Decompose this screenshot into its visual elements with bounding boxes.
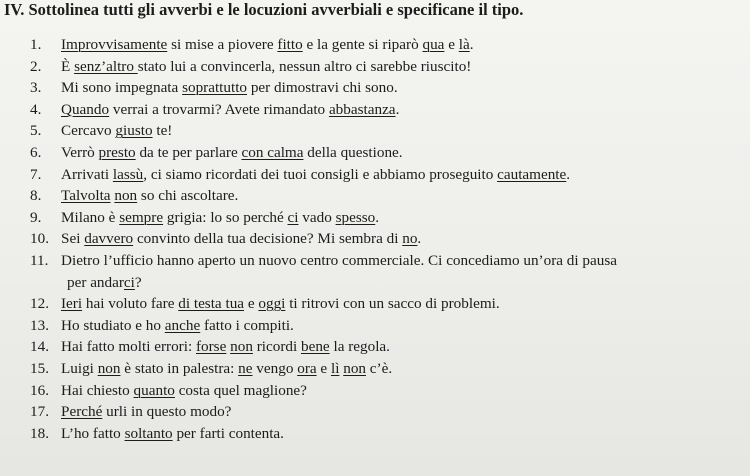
sentence-text: Mi sono impegnata	[61, 79, 183, 97]
underlined-adverb: quanto	[133, 381, 175, 399]
sentence-text: ricordi	[252, 338, 301, 356]
sentence-text: so chi ascoltare.	[137, 187, 239, 205]
underlined-adverb: lassù	[112, 165, 144, 183]
sentence-text: Hai fatto molti errori:	[61, 338, 196, 356]
exercise-item	[0, 315, 750, 337]
item-sentence	[61, 401, 231, 423]
exercise-item	[0, 142, 750, 164]
underlined-adverb: giusto	[115, 122, 153, 140]
sentence-text: hai voluto fare	[82, 295, 179, 313]
exercise-item	[0, 77, 750, 99]
exercise-item	[0, 250, 750, 272]
item-sentence	[61, 336, 390, 358]
underlined-adverb: ora	[297, 359, 317, 377]
sentence-text: Sei	[61, 230, 85, 248]
underlined-adverb: abbastanza	[328, 100, 396, 118]
underlined-adverb: di testa tua	[178, 295, 245, 313]
sentence-text: .	[417, 230, 422, 248]
item-number: 10.	[30, 230, 49, 248]
underlined-adverb: con calma	[241, 143, 304, 161]
sentence-text: e la gente si riparò	[302, 36, 423, 53]
item-sentence	[61, 34, 474, 56]
sentence-text: .	[375, 208, 380, 226]
item-sentence	[61, 207, 379, 229]
sentence-text: si mise a piovere	[167, 36, 278, 53]
sentence-text: da te per parlare	[135, 143, 242, 161]
item-number: 15.	[30, 359, 49, 377]
underlined-adverb: bene	[301, 338, 330, 356]
item-number: 2.	[30, 57, 42, 75]
item-number: 17.	[30, 403, 49, 421]
sentence-text: .	[566, 165, 571, 183]
underlined-adverb: no	[402, 230, 418, 248]
exercise-item-continuation	[0, 272, 750, 294]
sentence-text: Dietro l’ufficio hanno aperto un nuovo centro commerciale. Ci concediamo un’ora di pausa	[61, 251, 617, 269]
item-sentence	[61, 164, 570, 186]
item-sentence	[61, 77, 398, 99]
exercise-item	[0, 120, 750, 142]
sentence-text: e	[244, 295, 259, 313]
underlined-adverb: non	[230, 338, 253, 356]
sentence-text: , ci siamo ricordati dei tuoi consigli e abbiamo proseguito	[143, 165, 498, 183]
sentence-text: urli in questo modo?	[102, 403, 232, 421]
sentence-text: grigia: lo so perché	[163, 208, 288, 226]
exercise-item	[0, 56, 750, 78]
sentence-text: fatto i compiti.	[200, 316, 294, 334]
item-number: 3.	[30, 79, 42, 97]
sentence-text: la regola.	[329, 338, 390, 356]
sentence-text: Luigi	[61, 359, 98, 377]
sentence-text: per andar	[67, 273, 124, 291]
underlined-adverb: soltanto	[124, 424, 173, 442]
underlined-adverb: non	[97, 359, 121, 377]
sentence-text: .	[469, 36, 474, 53]
sentence-text: vengo	[252, 359, 298, 377]
underlined-adverb: davvero	[84, 230, 134, 248]
underlined-adverb: fitto	[277, 36, 303, 53]
sentence-text: costa quel maglione?	[174, 381, 307, 399]
sentence-text: della questione.	[303, 143, 403, 161]
exercise-item	[0, 207, 750, 229]
item-number: 14.	[30, 338, 49, 356]
item-sentence	[61, 142, 403, 164]
sentence-text: per dimostravi chi sono.	[247, 79, 398, 97]
exercise-item	[0, 423, 750, 445]
exercise-item	[0, 34, 750, 56]
item-number: 9.	[30, 208, 42, 226]
underlined-adverb: senz’altro	[74, 57, 138, 75]
underlined-adverb: oggi	[258, 295, 286, 313]
exercise-item	[0, 99, 750, 121]
item-number: 8.	[30, 187, 42, 205]
underlined-adverb: Perché	[61, 403, 103, 421]
item-sentence	[61, 56, 471, 78]
underlined-adverb: spesso	[335, 208, 376, 226]
exercise-item	[0, 164, 750, 186]
underlined-adverb: Quando	[61, 100, 110, 118]
item-sentence	[61, 315, 294, 337]
sentence-text: è stato in palestra:	[120, 359, 239, 377]
item-sentence	[61, 423, 284, 445]
item-sentence	[61, 250, 617, 272]
item-sentence	[61, 380, 307, 402]
item-number: 16.	[30, 381, 49, 399]
sentence-text: Milano è	[61, 208, 120, 226]
item-sentence	[61, 185, 238, 207]
sentence-text: Verrò	[61, 143, 99, 161]
item-sentence	[61, 358, 392, 380]
underlined-adverb: non	[114, 187, 138, 205]
sentence-text: ti ritrovi con un sacco di problemi.	[285, 295, 500, 313]
item-sentence	[61, 99, 399, 121]
underlined-adverb: cautamente	[497, 165, 567, 183]
sentence-text: È	[61, 57, 75, 75]
item-number: 11.	[30, 251, 49, 269]
underlined-adverb: presto	[98, 143, 136, 161]
item-number: 18.	[30, 424, 49, 442]
exercise-item	[0, 293, 750, 315]
item-number: 13.	[30, 316, 49, 334]
sentence-text: e	[316, 359, 331, 377]
underlined-adverb: forse	[195, 338, 227, 356]
sentence-text: Arrivati	[61, 165, 113, 183]
underlined-adverb: Talvolta	[61, 187, 111, 205]
item-number: 7.	[30, 165, 42, 183]
exercise-item	[0, 228, 750, 250]
sentence-text: Cercavo	[61, 122, 116, 140]
sentence-text: Ho studiato e ho	[61, 316, 165, 334]
underlined-adverb: soprattutto	[182, 79, 248, 97]
underlined-adverb: lì	[330, 359, 340, 377]
item-number: 12.	[30, 295, 49, 313]
underlined-adverb: ci	[287, 208, 299, 226]
item-number: 5.	[30, 122, 42, 140]
sentence-text: L’ho fatto	[61, 424, 125, 442]
sentence-text: c’è.	[366, 359, 393, 377]
exercise-item	[0, 380, 750, 402]
sentence-text: Hai chiesto	[61, 381, 134, 399]
underlined-adverb: là	[458, 36, 470, 53]
underlined-adverb: non	[343, 359, 366, 377]
sentence-text: vado	[298, 208, 336, 226]
exercise-list	[0, 34, 750, 444]
exercise-item	[0, 358, 750, 380]
sentence-text: e	[444, 36, 459, 53]
sentence-text: te!	[152, 122, 173, 140]
underlined-adverb: qua	[422, 36, 445, 53]
sentence-text: convinto della tua decisione? Mi sembra di	[133, 230, 403, 248]
sentence-text: .	[395, 100, 400, 118]
underlined-adverb: Ieri	[61, 295, 83, 313]
item-number: 1.	[30, 36, 42, 53]
exercise-title: IV. Sottolinea tutti gli avverbi e le locuzioni avverbiali e specificane il tipo.	[4, 0, 524, 19]
item-sentence	[61, 293, 500, 315]
item-sentence	[61, 228, 421, 250]
sentence-text: verrai a trovarmi? Avete rimandato	[109, 100, 329, 118]
sentence-text: per farti contenta.	[172, 424, 284, 442]
underlined-adverb: sempre	[119, 208, 164, 226]
underlined-adverb: ne	[238, 359, 253, 377]
item-number: 4.	[30, 100, 42, 118]
exercise-item	[0, 336, 750, 358]
item-number: 6.	[30, 143, 42, 161]
exercise-item	[0, 185, 750, 207]
exercise-item	[0, 401, 750, 423]
underlined-adverb: ci	[123, 273, 135, 291]
sentence-text: ?	[134, 273, 142, 291]
item-sentence	[61, 120, 172, 142]
underlined-adverb: anche	[164, 316, 201, 334]
underlined-adverb: Improvvisamente	[61, 36, 168, 53]
sentence-text: stato lui a convincerla, nessun altro ci sarebbe riuscito!	[137, 57, 472, 75]
item-sentence	[67, 272, 142, 294]
